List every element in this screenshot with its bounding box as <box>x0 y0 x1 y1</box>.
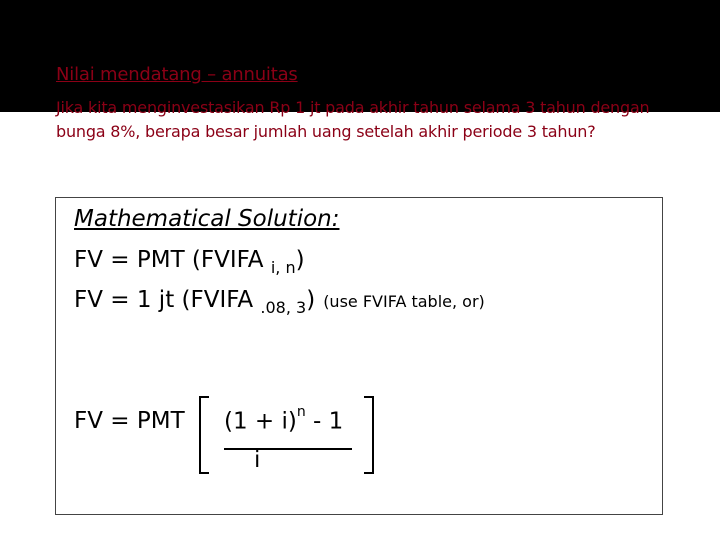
fraction-bar <box>224 448 352 450</box>
equation-general-main: FV = PMT (FVIFA <box>74 247 271 273</box>
equation-specific-subscript: .08, 3 <box>260 298 307 317</box>
equation-specific-close: ) <box>306 287 316 313</box>
formula-denominator: i <box>254 447 261 473</box>
equation-general <box>74 247 305 277</box>
annuity-formula <box>74 396 414 478</box>
table-note: (use FVIFA table, or) <box>323 292 485 311</box>
right-bracket <box>364 396 374 474</box>
numerator-exponent: n <box>296 404 306 420</box>
equation-specific <box>74 287 485 317</box>
numerator-base: (1 + i) <box>224 408 297 435</box>
solution-box <box>55 197 663 515</box>
equation-general-subscript: i, n <box>270 258 296 277</box>
question-text: Jika kita menginvestasikan Rp 1 jt pada akhir tahun selama 3 tahun dengan bunga 8%, berapa besar jumlah uang setelah akhir periode 3 tahun? <box>56 98 650 141</box>
numerator-tail: - 1 <box>305 408 344 435</box>
equation-specific-main: FV = 1 jt (FVIFA <box>74 287 261 313</box>
equation-general-close: ) <box>295 247 305 273</box>
formula-lhs: FV = PMT <box>74 408 185 434</box>
formula-numerator <box>224 404 344 435</box>
left-bracket <box>199 396 209 474</box>
solution-heading: Mathematical Solution: <box>74 206 340 232</box>
slide-title: Nilai mendatang – annuitas <box>56 64 298 85</box>
